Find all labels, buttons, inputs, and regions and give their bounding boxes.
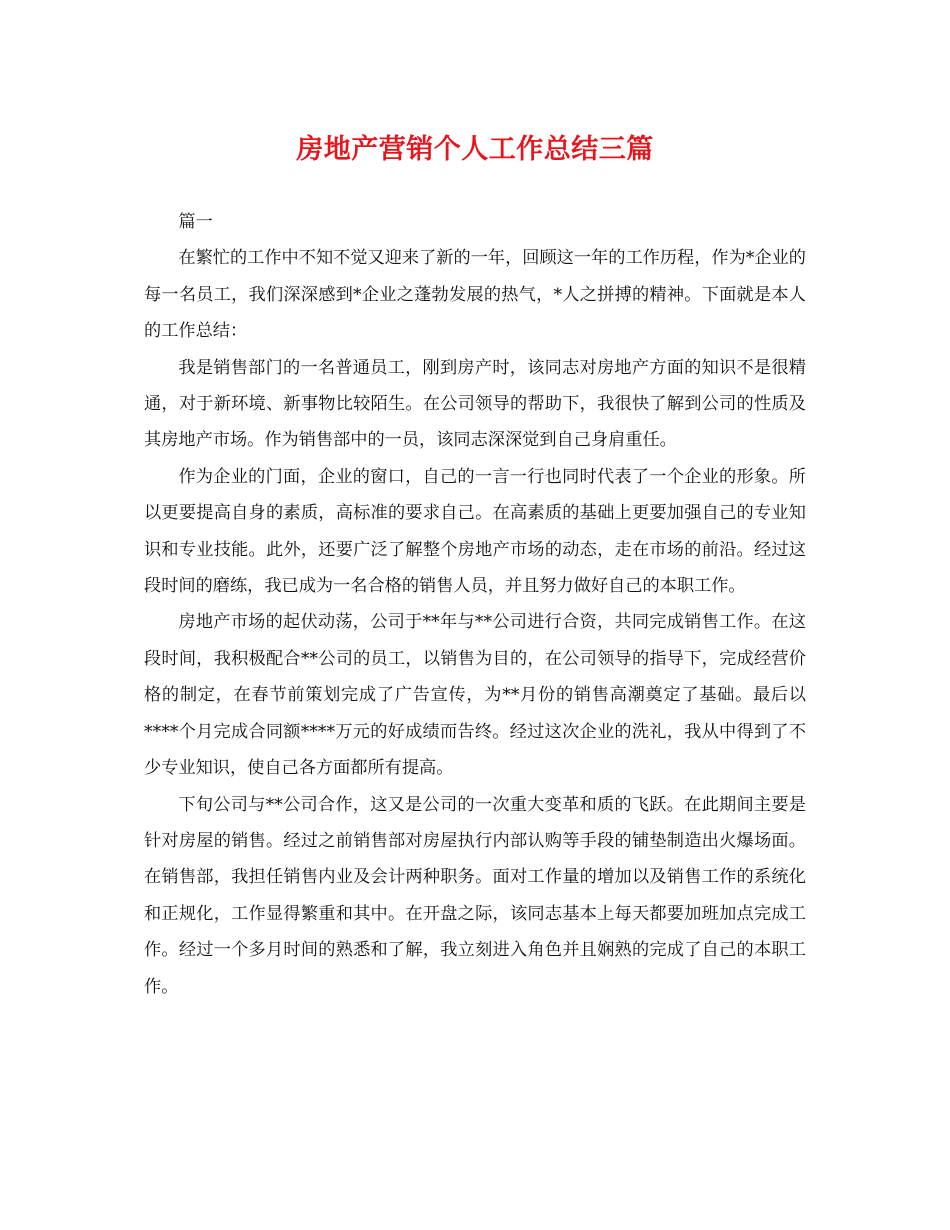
section-heading: 篇一 [178, 212, 213, 232]
paragraph-2: 我是销售部门的一名普通员工，刚到房产时，该同志对房地产方面的知识不是很精通，对于新环境、新事物比较陌生。在公司领导的帮助下，我很快了解到公司的性质及其房地产市场。作为销售部中的一员，该同志深深觉到自己身肩重任。 [144, 357, 806, 451]
paragraph-3: 作为企业的门面，企业的窗口，自己的一言一行也同时代表了一个企业的形象。所以更要提高自身的素质，高标准的要求自己。在高素质的基础上更要加强自己的专业知识和专业技能。此外，还要广泛了解整个房地产市场的动态，走在市场的前沿。经过这段时间的磨练，我已成为一名合格的销售人员，并且努力做好自己的本职工作。 [144, 466, 806, 597]
paragraph-1: 在繁忙的工作中不知不觉又迎来了新的一年，回顾这一年的工作历程，作为*企业的每一名员工，我们深深感到*企业之蓬勃发展的热气，*人之拼搏的精神。下面就是本人的工作总结： [144, 248, 806, 342]
document-title: 房地产营销个人工作总结三篇 [296, 134, 654, 165]
paragraph-5: 下旬公司与**公司合作，这又是公司的一次重大变革和质的飞跃。在此期间主要是针对房屋的销售。经过之前销售部对房屋执行内部认购等手段的铺垫制造出火爆场面。在销售部，我担任销售内业及会计两种职务。面对工作量的增加以及销售工作的系统化和正规化，工作显得繁重和其中。在开盘之际，该同志基本上每天都要加班加点完成工作。经过一个多月时间的熟悉和了解，我立刻进入角色并且娴熟的完成了自己的本职工作。 [144, 794, 806, 997]
paragraph-4: 房地产市场的起伏动荡，公司于**年与**公司进行合资，共同完成销售工作。在这段时间，我积极配合**公司的员工，以销售为目的，在公司领导的指导下，完成经营价格的制定，在春节前策划完成了广告宣传，为**月份的销售高潮奠定了基础。最后以****个月完成合同额****万元的好成绩而告终。经过这次企业的洗礼，我从中得到了不少专业知识，使自己各方面都所有提高。 [144, 612, 806, 779]
document-body [144, 204, 806, 1005]
